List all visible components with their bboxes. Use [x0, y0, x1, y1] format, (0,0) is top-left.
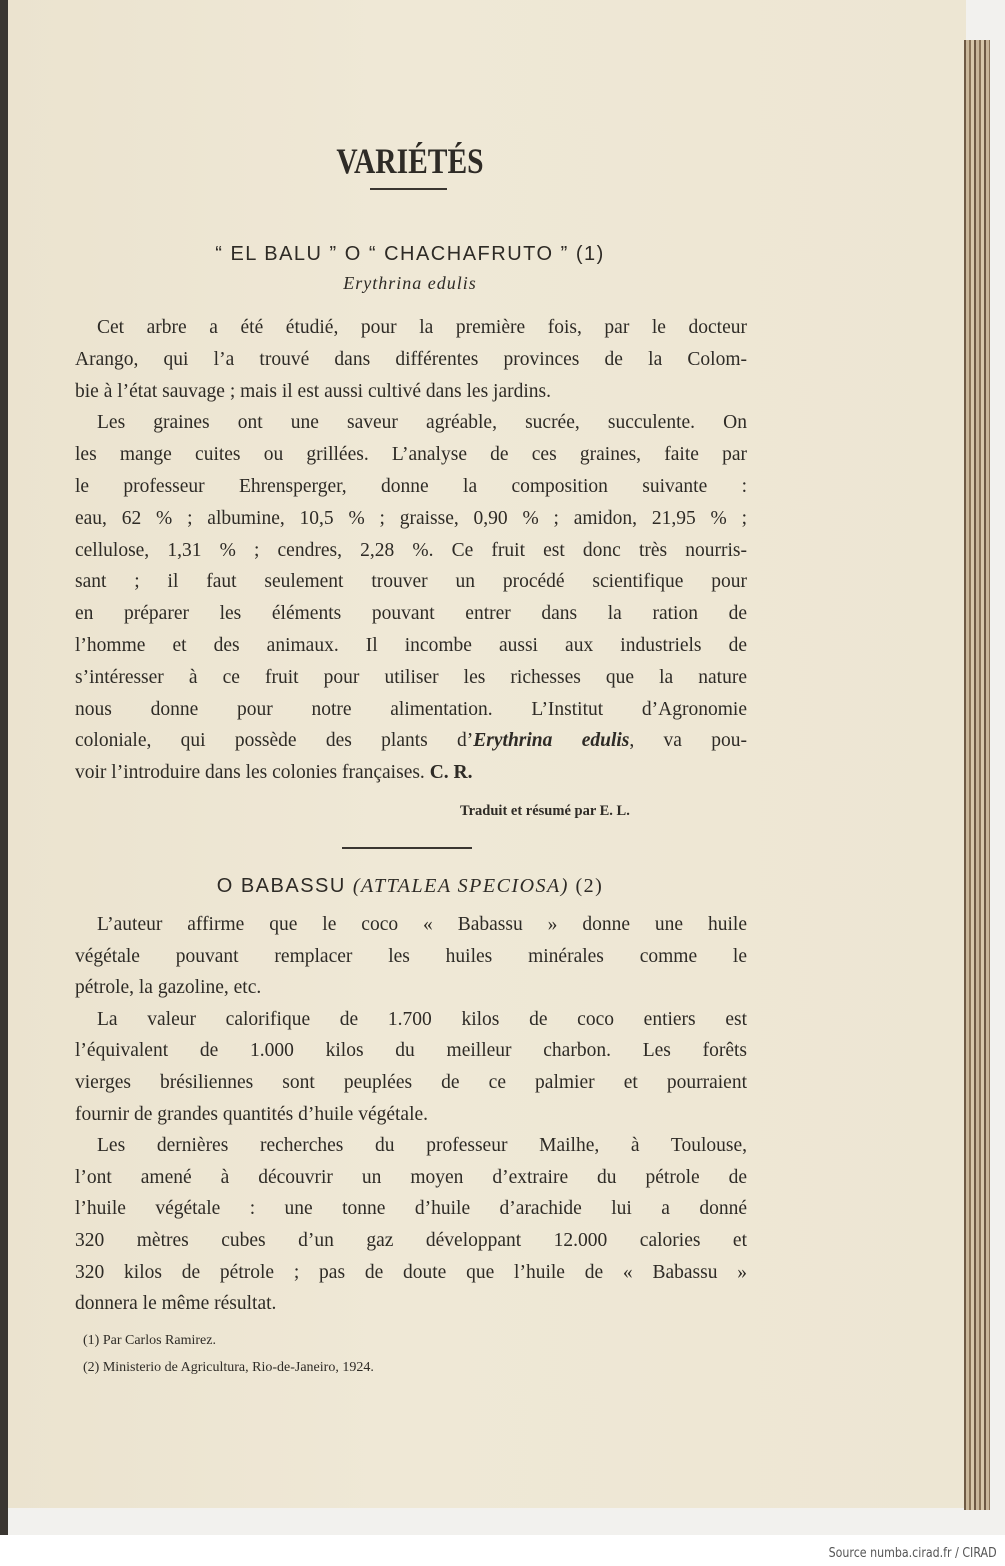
- article1-credit: Traduit et résumé par E. L.: [460, 803, 630, 819]
- section-title: VARIÉTÉS: [336, 141, 484, 181]
- text-segment: Arango, qui l’a trouvé dans différentes provinces de la Colom-: [75, 348, 747, 370]
- text-segment: C. R.: [429, 762, 473, 784]
- text-line: [75, 1293, 747, 1315]
- text-line: [75, 603, 747, 625]
- text-line: [75, 571, 747, 593]
- text-segment: l’ont amené à découvrir un moyen d’extraire du pétrole de: [75, 1166, 747, 1188]
- article1-heading: “ EL BALU ” O “ CHACHAFRUTO ” (1): [215, 243, 605, 265]
- binding-edge: [0, 0, 8, 1535]
- text-line: [75, 1040, 747, 1062]
- text-line: [75, 508, 747, 530]
- footnote-2: (2) Ministerio de Agricultura, Rio-de-Janeiro, 1924.: [83, 1360, 374, 1375]
- text-line: [75, 635, 747, 657]
- text-segment: eau, 62 % ; albumine, 10,5 % ; graisse, 0,90 % ; amidon, 21,95 % ;: [75, 507, 747, 529]
- text-line: [75, 667, 747, 689]
- text-segment: l’homme et des animaux. Il incombe aussi aux industriels de: [75, 635, 747, 656]
- text-line: [75, 1104, 747, 1126]
- text-line: [75, 1167, 747, 1189]
- text-segment: donnera le même résultat.: [75, 1293, 277, 1315]
- text-line: [75, 1198, 747, 1220]
- text-segment: La valeur calorifique de 1.700 kilos de coco entiers est: [97, 1008, 747, 1030]
- text-segment: cellulose, 1,31 % ; cendres, 2,28 %. Ce fruit est donc très nourris-: [75, 539, 747, 561]
- text-segment: fournir de grandes quantités d’huile végétale.: [75, 1103, 429, 1125]
- text-line: [75, 476, 747, 498]
- text-line: [75, 1262, 747, 1284]
- text-segment: 320 mètres cubes d’un gaz développant 12.000 calories et: [75, 1230, 747, 1251]
- text-segment: le professeur Ehrensperger, donne la composition suivante :: [75, 476, 747, 497]
- text-segment: coloniale, qui possède des plants d’: [75, 730, 474, 752]
- text-line: [97, 1009, 747, 1031]
- text-segment: l’huile végétale : une tonne d’huile d’arachide lui a donné: [75, 1198, 747, 1220]
- text-segment: voir l’introduire dans les colonies françaises.: [75, 762, 430, 784]
- page-stack-edge: [964, 40, 990, 1510]
- section-divider: [342, 847, 472, 849]
- text-segment: en préparer les éléments pouvant entrer dans la ration de: [75, 603, 747, 625]
- text-segment: Les graines ont une saveur agréable, sucrée, succulente. On: [97, 412, 747, 434]
- text-line: [75, 762, 747, 784]
- text-line: [75, 381, 747, 403]
- article2-heading-italic: (ATTALEA SPECIOSA): [352, 875, 569, 897]
- text-line: [97, 1135, 747, 1157]
- text-line: [97, 914, 747, 936]
- text-segment: Cet arbre a été étudié, pour la première fois, par le docteur: [97, 317, 747, 338]
- text-segment: 320 kilos de pétrole ; pas de doute que l’huile de « Babassu »: [75, 1261, 747, 1283]
- text-segment: Erythrina edulis: [473, 730, 630, 752]
- article2-heading-plain: O BABASSU: [216, 875, 353, 897]
- text-line: [75, 1230, 747, 1252]
- text-segment: bie à l’état sauvage ; mais il est aussi cultivé dans les jardins.: [75, 380, 551, 402]
- text-line: [75, 977, 747, 999]
- text-line: [75, 730, 747, 752]
- text-segment: sant ; il faut seulement trouver un procédé scientifique pour: [75, 571, 747, 593]
- text-segment: , va pou-: [629, 730, 747, 752]
- article2-heading-note: (2): [568, 875, 604, 897]
- text-line: [75, 1072, 747, 1094]
- text-segment: vierges brésiliennes sont peuplées de ce palmier et pourraient: [75, 1072, 747, 1093]
- title-rule: [370, 188, 447, 190]
- text-segment: l’équivalent de 1.000 kilos du meilleur charbon. Les forêts: [75, 1040, 747, 1062]
- text-line: [75, 349, 747, 371]
- text-line: [75, 946, 747, 968]
- text-line: [75, 444, 747, 466]
- text-segment: nous donne pour notre alimentation. L’Institut d’Agronomie: [75, 698, 747, 720]
- text-segment: pétrole, la gazoline, etc.: [75, 977, 262, 999]
- source-caption: Source numba.cirad.fr / CIRAD: [829, 1546, 997, 1561]
- footnote-1: (1) Par Carlos Ramirez.: [83, 1333, 216, 1348]
- text-line: [75, 699, 747, 721]
- article2-heading: [0, 875, 820, 898]
- text-line: [97, 317, 747, 339]
- text-line: [75, 540, 747, 562]
- text-segment: L’auteur affirme que le coco « Babassu » donne une huile: [97, 914, 747, 935]
- text-segment: végétale pouvant remplacer les huiles minérales comme le: [75, 945, 747, 967]
- text-segment: les mange cuites ou grillées. L’analyse de ces graines, faite par: [75, 444, 747, 466]
- text-segment: Les dernières recherches du professeur Mailhe, à Toulouse,: [97, 1135, 747, 1157]
- article1-subheading: Erythrina edulis: [343, 273, 477, 293]
- text-line: [97, 412, 747, 434]
- text-segment: s’intéresser à ce fruit pour utiliser les richesses que la nature: [75, 666, 747, 688]
